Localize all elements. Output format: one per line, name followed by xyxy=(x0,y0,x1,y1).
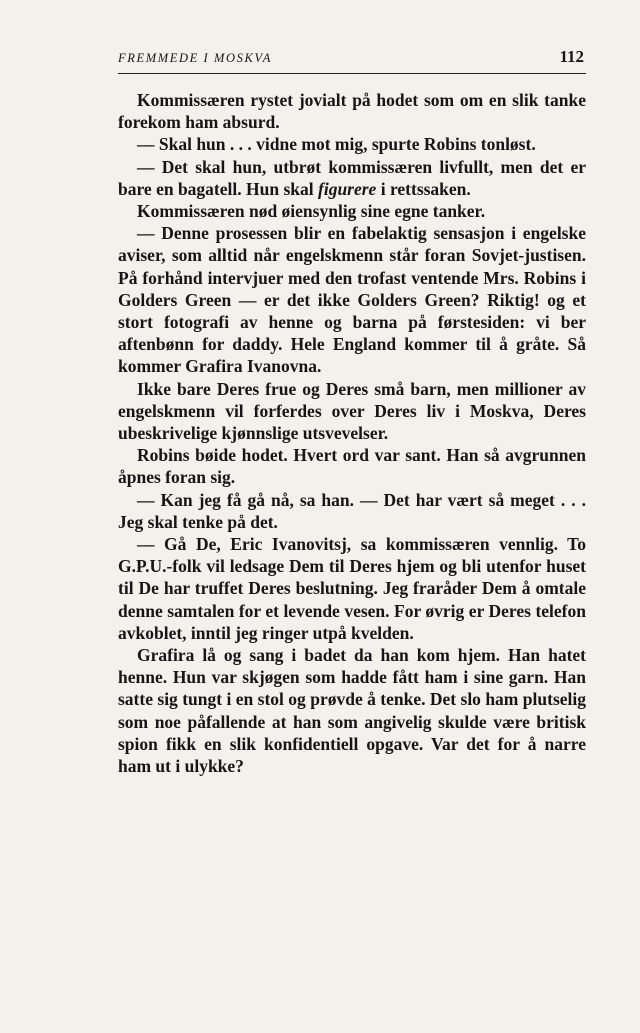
paragraph: — Kan jeg få gå nå, sa han. — Det har vært så meget . . . Jeg skal tenke på det. xyxy=(118,489,586,532)
page-header xyxy=(118,47,586,74)
paragraph: Kommissæren rystet jovialt på hodet som om en slik tanke forekom ham absurd. xyxy=(118,90,586,133)
paragraph: — Denne prosessen blir en fabelaktig sensasjon i engelske aviser, som alltid når engelskmenn står foran Sovjet-justisen. På forhånd intervjuer med den trofast ventende Mrs. Robins i Golders Green — er det ikke Golders Green? Riktig! og et stort fotografi av henne og barna på førstesiden: vi ber aftenbønn for daddy. Hele England kommer til å gråte. Så kommer Grafira Ivanovna. xyxy=(118,223,586,377)
text-body xyxy=(118,89,586,777)
paragraph-text: i rettssaken. xyxy=(376,178,471,199)
paragraph: — Skal hun . . . vidne mot mig, spurte Robins tonløst. xyxy=(137,134,536,155)
paragraph-text: — Det skal hun, utbrøt kommissæren livfullt, men det er bare en bagatell. Hun skal xyxy=(118,156,586,199)
paragraph xyxy=(118,156,586,200)
paragraph: Robins bøide hodet. Hvert ord var sant. Han så avgrunnen åpnes foran sig. xyxy=(118,445,586,488)
page-number: 112 xyxy=(559,47,584,66)
paragraph: Ikke bare Deres frue og Deres små barn, men millioner av engelskmenn vil forferdes over Deres liv i Moskva, Deres ubeskrivelige kjønnslige utsvevelser. xyxy=(118,378,586,444)
paragraph: Grafira lå og sang i badet da han kom hjem. Han hatet henne. Hun var skjøgen som hadde fått ham i sine garn. Han satte sig tungt i en stol og prøvde å tenke. Det slo ham plutselig som noe påfallende at han som angivelig skulde være britisk spion fikk en slik konfidentiell opgave. Var det for å narre ham ut i ulykke? xyxy=(118,645,586,777)
paragraph: — Gå De, Eric Ivanovitsj, sa kommissæren vennlig. To G.P.U.-folk vil ledsage Dem til Deres hjem og bli utenfor huset til De har truffet Deres beslutning. Jeg fraråder Dem å omtale denne samtalen for et levende vesen. For øvrig er Deres telefon avkoblet, inntil jeg ringer utpå kvelden. xyxy=(118,534,586,643)
paragraph: Kommissæren nød øiensynlig sine egne tanker. xyxy=(137,201,486,222)
running-title: FREMMEDE I MOSKVA xyxy=(118,51,273,65)
emphasized-word: figurere xyxy=(318,178,377,199)
